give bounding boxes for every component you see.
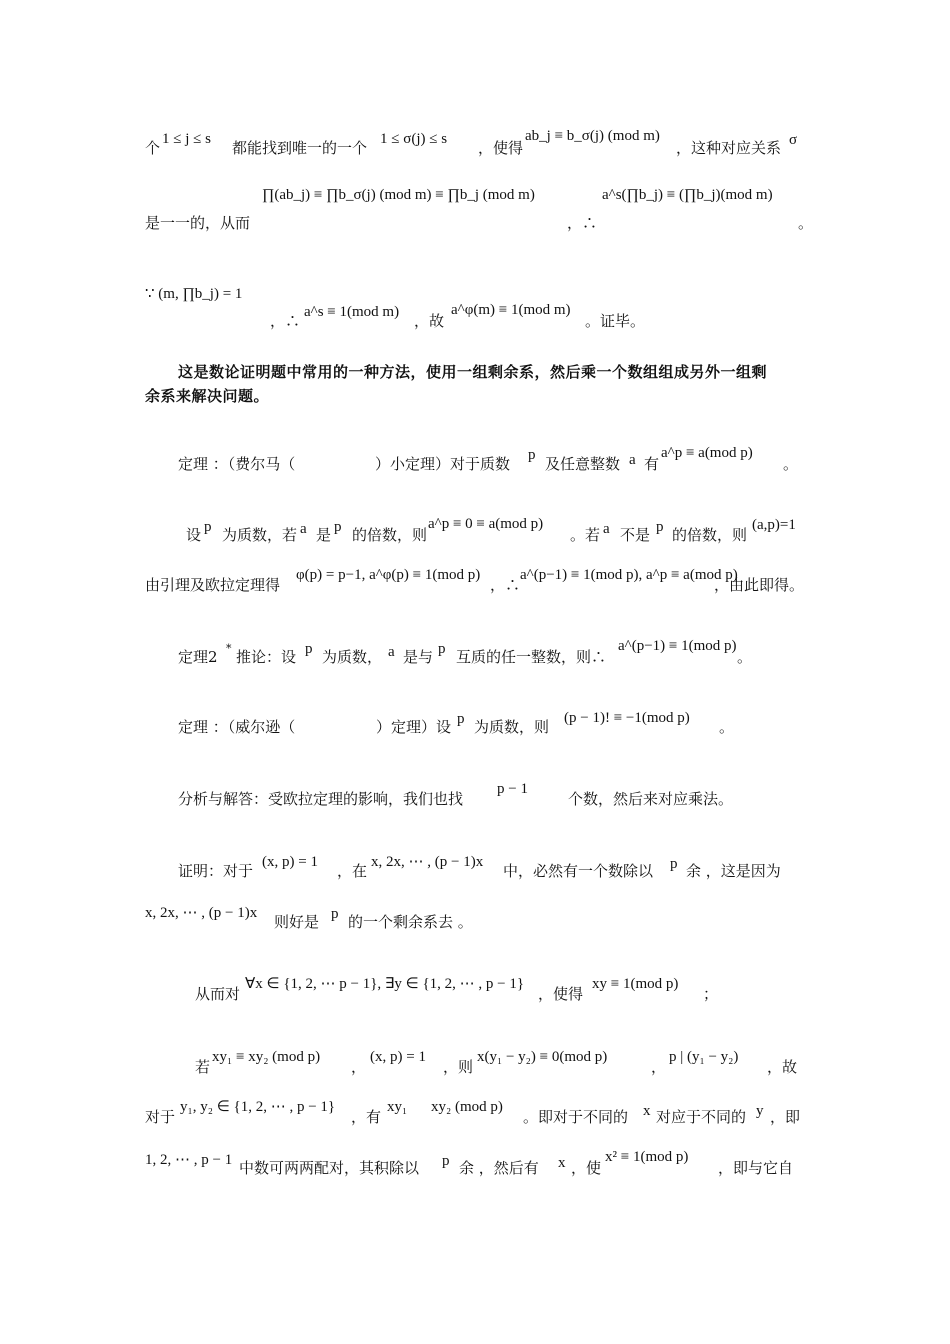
math: p xyxy=(438,641,446,657)
math: xy₁ ≡ xy₂ (mod p) xyxy=(212,1049,321,1065)
math: x(y₁ − y₂) ≡ 0(mod p) xyxy=(477,1049,608,1065)
text: ，即 xyxy=(770,1108,801,1126)
text: 。即对于不同的 xyxy=(523,1108,629,1126)
text: ，即与它自 xyxy=(718,1159,794,1177)
text: 中数可两两配对，其积除以 xyxy=(239,1159,420,1177)
text: 若 xyxy=(195,1058,211,1076)
text: 的倍数，则 xyxy=(352,526,428,544)
text: ，∴ xyxy=(490,576,521,594)
math: xy₁ xyxy=(387,1099,408,1115)
text: 定理 ：（费尔马（ xyxy=(178,455,296,473)
math: xy₂ (mod p) xyxy=(431,1099,503,1115)
math: (p − 1)! ≡ −1(mod p) xyxy=(564,710,690,726)
text: ， xyxy=(351,1058,367,1076)
math: p | (y₁ − y₂) xyxy=(669,1049,739,1065)
math: a^p ≡ a(mod p) xyxy=(661,445,753,461)
math: ab_j ≡ b_σ(j) (mod m) xyxy=(525,128,660,144)
text: ，∴ xyxy=(270,312,301,330)
text: 余 ，然后有 xyxy=(459,1159,539,1177)
text: 由引理及欧拉定理得 xyxy=(145,576,281,594)
text: ）定理）设 xyxy=(376,718,452,736)
text: ，使得 xyxy=(478,139,524,157)
math: a xyxy=(603,521,610,537)
text: 分析与解答：受欧拉定理的影响，我们也找 xyxy=(178,790,464,808)
math: a^s ≡ 1(mod m) xyxy=(304,304,400,320)
text: 不是 xyxy=(620,526,651,544)
math: x xyxy=(643,1103,651,1119)
text: 对应于不同的 xyxy=(656,1108,747,1126)
text: ，有 xyxy=(351,1108,382,1126)
math: φ(p) = p−1, a^φ(p) ≡ 1(mod p) xyxy=(296,567,481,583)
math: a xyxy=(388,644,395,660)
math: (x, p) = 1 xyxy=(262,854,318,870)
math: a^s(∏b_j) ≡ (∏b_j)(mod m) xyxy=(602,187,773,203)
text: 设 xyxy=(186,526,202,544)
math: x xyxy=(558,1155,566,1171)
math: a^φ(m) ≡ 1(mod m) xyxy=(451,302,571,318)
math: x, 2x, ⋯ , (p − 1)x xyxy=(145,905,258,921)
text: ，由此即得。 xyxy=(714,576,805,594)
bold-paragraph-line: 余系来解决问题。 xyxy=(145,387,270,405)
text: ，这种对应关系 xyxy=(676,139,782,157)
text: 。 xyxy=(798,214,814,232)
math: 1, 2, ⋯ , p − 1 xyxy=(145,1152,233,1168)
text: 。若 xyxy=(570,526,601,544)
math: p xyxy=(204,519,212,535)
text: 有 xyxy=(644,455,660,473)
text: 余 ，这是因为 xyxy=(686,862,781,880)
text: 。证毕。 xyxy=(585,312,646,330)
text: 的一个剩余系去 。 xyxy=(348,913,473,931)
math: p xyxy=(334,519,342,535)
text: ，在 xyxy=(337,862,368,880)
math: p xyxy=(457,711,465,727)
text: 。 xyxy=(737,648,753,666)
text: 是与 xyxy=(403,648,434,666)
math: ∏(ab_j) ≡ ∏b_σ(j) (mod m) ≡ ∏b_j (mod m) xyxy=(262,187,535,203)
math: σ xyxy=(789,132,798,148)
math: 1 ≤ σ(j) ≤ s xyxy=(380,131,448,147)
text: ）小定理）对于质数 xyxy=(375,455,511,473)
text: 是 xyxy=(316,526,332,544)
text: 证明：对于 xyxy=(178,862,254,880)
math: p xyxy=(656,519,664,535)
text: 推论：设 xyxy=(236,648,297,666)
math: a xyxy=(629,452,636,468)
math: p xyxy=(305,641,313,657)
math: a^(p−1) ≡ 1(mod p) xyxy=(618,638,737,654)
text: 。 xyxy=(719,718,735,736)
text: ，∴ xyxy=(567,214,598,232)
math: p xyxy=(442,1153,450,1169)
text: ，故 xyxy=(414,312,445,330)
text: ，则 xyxy=(443,1058,474,1076)
text: 从而对 xyxy=(195,985,241,1003)
math: y xyxy=(756,1103,764,1119)
math: p − 1 xyxy=(497,781,528,797)
math: ∵ (m, ∏b_j) = 1 xyxy=(145,286,243,302)
math: a^(p−1) ≡ 1(mod p), a^p ≡ a(mod p) xyxy=(520,567,738,583)
math: (x, p) = 1 xyxy=(370,1049,426,1065)
text: ，故 xyxy=(767,1058,798,1076)
math: ∀x ∈ {1, 2, ⋯ p − 1}, ∃y ∈ {1, 2, ⋯ , p − 1} xyxy=(245,976,525,992)
bold-paragraph-line: 这是数论证明题中常用的一种方法，使用一组剩余系，然后乘一个数组组成另外一组剩 xyxy=(178,363,768,381)
text: 为质数，则 xyxy=(474,718,550,736)
text: 。 xyxy=(783,455,799,473)
text: 为质数，若 xyxy=(222,526,298,544)
text: 个 xyxy=(145,139,161,157)
text: 及任意整数 xyxy=(545,455,621,473)
text: 对于 xyxy=(145,1108,176,1126)
text: ， xyxy=(651,1058,667,1076)
text: ，使 xyxy=(571,1159,602,1177)
math: (a,p)=1 xyxy=(752,517,796,533)
math: x, 2x, ⋯ , (p − 1)x xyxy=(371,854,484,870)
math: 1 ≤ j ≤ s xyxy=(162,131,211,147)
text: 则好是 xyxy=(274,913,320,931)
text: 定理2 xyxy=(178,648,218,666)
math: a xyxy=(300,521,307,537)
text: 定理 ：（威尔逊（ xyxy=(178,718,296,736)
text: ，使得 xyxy=(538,985,584,1003)
text: ； xyxy=(703,985,719,1003)
math: y₁, y₂ ∈ {1, 2, ⋯ , p − 1} xyxy=(180,1099,336,1115)
text: 是一一的，从而 xyxy=(145,214,251,232)
math: p xyxy=(331,906,339,922)
text: 中，必然有一个数除以 xyxy=(503,862,654,880)
math: x² ≡ 1(mod p) xyxy=(605,1149,689,1165)
superscript: * xyxy=(226,642,232,655)
math: xy ≡ 1(mod p) xyxy=(592,976,679,992)
text: 互质的任一整数，则∴ xyxy=(456,648,607,666)
text: 都能找到唯一的一个 xyxy=(232,139,368,157)
text: 个数，然后来对应乘法。 xyxy=(568,790,734,808)
math: a^p ≡ 0 ≡ a(mod p) xyxy=(428,516,544,532)
text: 为质数， xyxy=(322,648,383,666)
text: 的倍数，则 xyxy=(672,526,748,544)
math: p xyxy=(528,447,536,463)
math: p xyxy=(670,856,678,872)
